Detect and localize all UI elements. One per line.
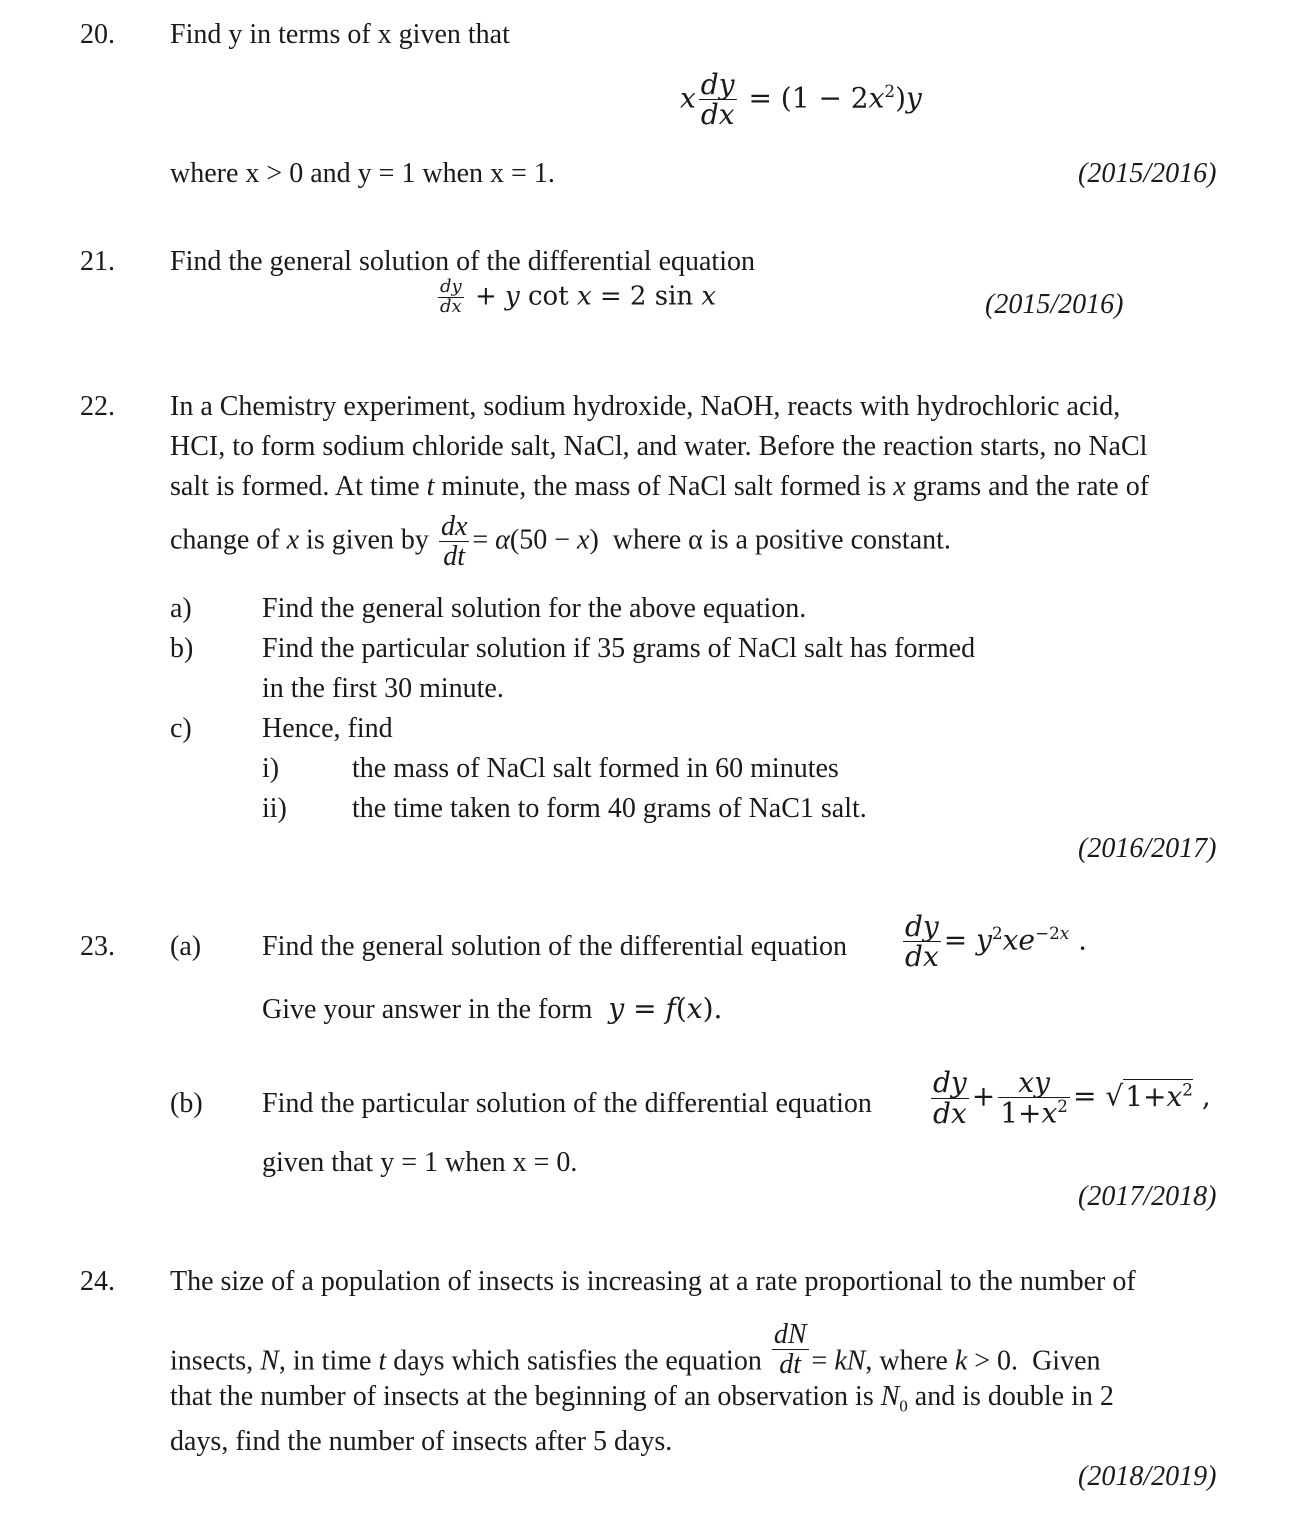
q21-prompt: Find the general solution of the differential equation bbox=[170, 246, 755, 277]
q22-cii-text: the time taken to form 40 grams of NaC1 salt. bbox=[352, 793, 867, 824]
q22-b-label: b) bbox=[170, 633, 194, 664]
q22-line1: In a Chemistry experiment, sodium hydroxide, NaOH, reacts with hydrochloric acid, bbox=[170, 391, 1121, 422]
q23-number: 23. bbox=[80, 931, 115, 962]
q22-line4-post: where α is a positive constant. bbox=[612, 524, 951, 556]
q22-c-text: Hence, find bbox=[262, 713, 393, 744]
q23-a-label: (a) bbox=[170, 931, 202, 962]
q23-b-text: Find the particular solution of the differential equation bbox=[262, 1088, 872, 1119]
q20-condition: where x > 0 and y = 1 when x = 1. bbox=[170, 158, 555, 189]
q21-equation: $\frac{dy}{dx}$ + y cot x = 2 sin x bbox=[440, 276, 717, 317]
q20-equation: x $\frac{dy}{dx}$ = $(1 - 2x^2)y$ bbox=[680, 68, 922, 132]
q22-line2: HCI, to form sodium chloride salt, NaCl, and water. Before the reaction starts, no NaCl bbox=[170, 431, 1148, 462]
q24-line2-post2: Given bbox=[1032, 1345, 1101, 1377]
q22-b-text2: in the first 30 minute. bbox=[262, 673, 504, 704]
q24-year: (2018/2019) bbox=[1078, 1461, 1217, 1492]
q24-line3-post: and is double in 2 bbox=[914, 1381, 1114, 1412]
q22-ci-text: the mass of NaCl salt formed in 60 minutes bbox=[352, 753, 839, 784]
q24-line3: that the number of insects at the beginning of an observation is $N_0$ and is double in 2 bbox=[170, 1381, 1114, 1416]
q23-a-text2-line: Give your answer in the form y = f(x). bbox=[262, 992, 723, 1025]
q22-ci-label: i) bbox=[262, 753, 280, 784]
q24-line2-post1: , where bbox=[865, 1345, 948, 1377]
q22-a-label: a) bbox=[170, 593, 192, 624]
q20-number: 20. bbox=[80, 19, 115, 50]
q22-cii-label: ii) bbox=[262, 793, 287, 824]
q24-line2-pre: insects, bbox=[170, 1345, 254, 1377]
q24-line2: insects, N, in time t days which satisfies the equation $\frac{dN}{dt}$ = kN, where k > 0. Given bbox=[170, 1319, 1101, 1381]
q24-line4: days, find the number of insects after 5 days. bbox=[170, 1426, 673, 1457]
q22-year: (2016/2017) bbox=[1078, 833, 1217, 864]
q20-year: (2015/2016) bbox=[1078, 158, 1217, 189]
q22-line3-post: grams and the rate of bbox=[905, 471, 1150, 502]
q22-line4-mid: is given by bbox=[299, 524, 429, 556]
q22-line3-mid: minute, the mass of NaCl salt formed is bbox=[434, 471, 894, 502]
q22-line4: change of x is given by $\frac{dx}{dt}$ = α(50 − x) where α is a positive constant. bbox=[170, 511, 951, 573]
q22-line3-pre: salt is formed. At time bbox=[170, 471, 427, 502]
q22-line4-pre: change of bbox=[170, 524, 287, 556]
q23-a-text: Find the general solution of the differential equation bbox=[262, 931, 847, 962]
q21-number: 21. bbox=[80, 246, 115, 277]
q23-b-text2: given that y = 1 when x = 0. bbox=[262, 1147, 578, 1178]
q24-line2-mid2: days which satisfies the equation bbox=[393, 1345, 762, 1377]
q22-line3: salt is formed. At time t minute, the mass of NaCl salt formed is x grams and the rate of bbox=[170, 471, 1150, 502]
q22-number: 22. bbox=[80, 391, 115, 422]
q23-a-equation: $\frac{dy}{dx}$ = $y^2xe^{-2x}$ . bbox=[905, 910, 1088, 974]
q22-b-text1: Find the particular solution if 35 grams of NaCl salt has formed bbox=[262, 633, 976, 664]
q20-prompt: Find y in terms of x given that bbox=[170, 19, 510, 50]
q24-line3-pre: that the number of insects at the beginning of an observation is bbox=[170, 1381, 874, 1412]
q22-c-label: c) bbox=[170, 713, 192, 744]
q24-line1: The size of a population of insects is increasing at a rate proportional to the number of bbox=[170, 1266, 1136, 1297]
q21-year: (2015/2016) bbox=[985, 289, 1124, 320]
q24-line2-mid1: , in time bbox=[278, 1345, 372, 1377]
q24-number: 24. bbox=[80, 1266, 115, 1297]
q23-b-label: (b) bbox=[170, 1088, 203, 1119]
q23-b-equation: $\frac{dy}{dx}$ + $\frac{xy}{1+x^2}$ = $√1+x^2$ , bbox=[933, 1066, 1211, 1130]
q22-a-text: Find the general solution for the above equation. bbox=[262, 593, 807, 624]
q23-year: (2017/2018) bbox=[1078, 1181, 1217, 1212]
q23-a-text2: Give your answer in the form bbox=[262, 994, 593, 1025]
